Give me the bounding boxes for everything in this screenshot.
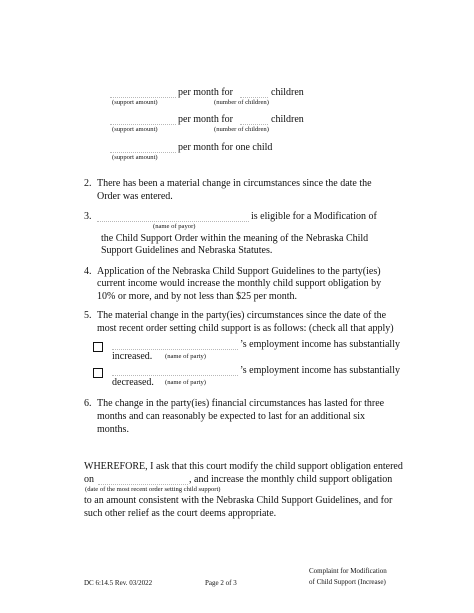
item-3-number: 3. — [84, 211, 92, 222]
item-5-text-line-2: most recent order setting child support is as follows: (check all that apply) — [97, 323, 394, 334]
support-amount-caption-2: (support amount) — [112, 126, 158, 133]
support-amount-field-2[interactable] — [110, 124, 176, 125]
party-name-field-decreased[interactable] — [112, 375, 238, 376]
item-2-text-line-2: Order was entered. — [97, 191, 173, 202]
income-decreased-text: ’s employment income has substantially — [240, 365, 400, 376]
per-month-label-2: per month for — [178, 114, 233, 125]
income-increased-checkbox[interactable] — [93, 342, 103, 352]
number-of-children-caption-2: (number of children) — [214, 126, 269, 133]
page-number: Page 2 of 3 — [205, 579, 237, 587]
form-title-line-1: Complaint for Modification — [309, 567, 387, 575]
number-of-children-caption-1: (number of children) — [214, 99, 269, 106]
wherefore-line-2: , and increase the monthly child support obligation — [189, 474, 393, 485]
item-6-text-line-1: The change in the party(ies) financial circumstances has lasted for three — [97, 398, 385, 409]
children-label-2: children — [271, 114, 304, 125]
per-month-label-1: per month for — [178, 87, 233, 98]
item-4-number: 4. — [84, 266, 92, 277]
children-label-1: children — [271, 87, 304, 98]
party-name-field-increased[interactable] — [112, 349, 238, 350]
item-4-text-line-2: current income would increase the monthly child support obligation by — [97, 278, 382, 289]
item-3-text-line-3: Support Guidelines and Nebraska Statutes. — [101, 245, 273, 256]
increased-label: increased. — [112, 351, 153, 362]
item-2-text-line-1: There has been a material change in circumstances since the date the — [97, 178, 372, 189]
item-6-number: 6. — [84, 398, 92, 409]
item-5-text-line-1: The material change in the party(ies) circumstances since the date of the — [97, 310, 387, 321]
support-amount-caption-1: (support amount) — [112, 99, 158, 106]
item-5-number: 5. — [84, 310, 92, 321]
order-date-field[interactable] — [98, 484, 188, 485]
wherefore-line-4: such other relief as the court deems appropriate. — [84, 508, 277, 519]
order-date-caption: (date of the most recent order setting child support) — [85, 486, 221, 493]
support-amount-caption-3: (support amount) — [112, 154, 158, 161]
wherefore-line-3: to an amount consistent with the Nebraska Child Support Guidelines, and for — [84, 495, 393, 506]
name-of-payor-caption: (name of payor) — [153, 223, 196, 230]
item-2-number: 2. — [84, 178, 92, 189]
income-increased-text: ’s employment income has substantially — [240, 339, 400, 350]
name-of-party-caption-1: (name of party) — [165, 353, 207, 360]
wherefore-on: on — [84, 474, 94, 485]
wherefore-line-1: WHEREFORE, I ask that this court modify the child support obligation entered — [84, 461, 403, 472]
item-6-text-line-3: months. — [97, 424, 129, 435]
per-month-one-child-label: per month for one child — [178, 142, 273, 153]
name-of-party-caption-2: (name of party) — [165, 379, 207, 386]
item-3-eligible-text: is eligible for a Modification of — [251, 211, 377, 222]
support-amount-field-3[interactable] — [110, 152, 176, 153]
form-title-line-2: of Child Support (Increase) — [309, 578, 386, 586]
item-6-text-line-2: months and can reasonably be expected to last for an additional six — [97, 411, 365, 422]
item-3-text-line-2: the Child Support Order within the meaning of the Nebraska Child — [101, 233, 369, 244]
number-of-children-field-1[interactable] — [240, 97, 268, 98]
item-4-text-line-1: Application of the Nebraska Child Support Guidelines to the party(ies) — [97, 266, 381, 277]
support-amount-field-1[interactable] — [110, 97, 176, 98]
payor-name-field[interactable] — [97, 221, 249, 222]
decreased-label: decreased. — [112, 377, 154, 388]
item-4-text-line-3: 10% or more, and by not less than $25 per month. — [97, 291, 297, 302]
number-of-children-field-2[interactable] — [240, 124, 268, 125]
form-number: DC 6:14.5 Rev. 03/2022 — [84, 579, 153, 587]
income-decreased-checkbox[interactable] — [93, 368, 103, 378]
